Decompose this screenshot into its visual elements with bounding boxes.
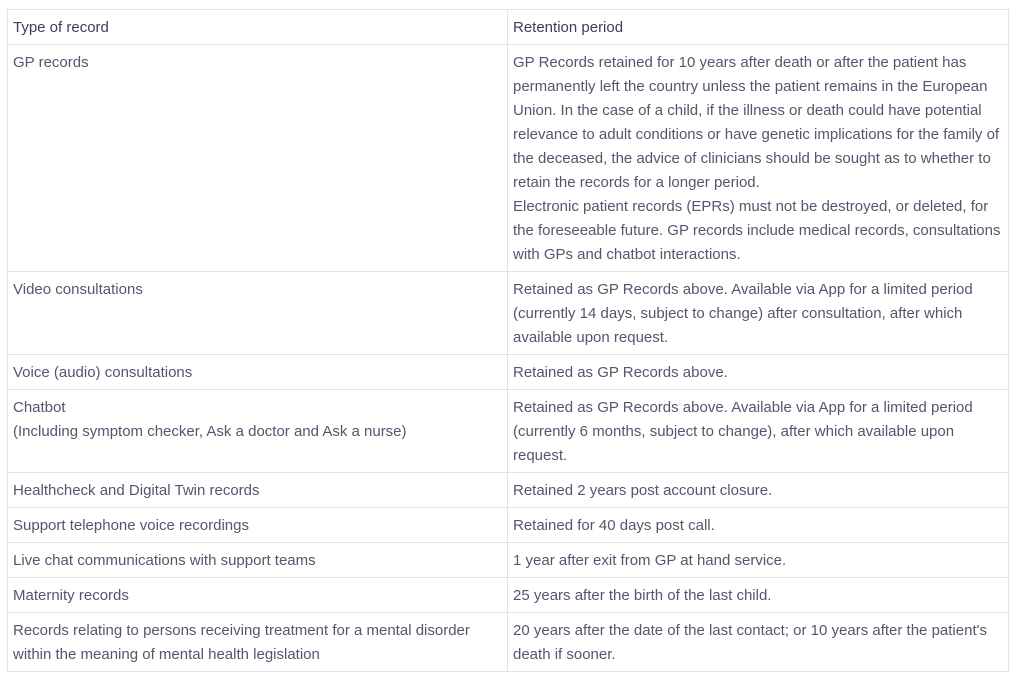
retention-text: Electronic patient records (EPRs) must not be destroyed, or deleted, for the foreseeable future. GP records include medical records, consultations with GPs and chatbot interactions. xyxy=(513,198,1001,263)
record-type-cell xyxy=(8,355,508,390)
table-row xyxy=(8,613,1009,672)
header-row xyxy=(8,10,1009,45)
table-row xyxy=(8,543,1009,578)
record-type-cell xyxy=(8,473,508,508)
table-row xyxy=(8,390,1009,473)
table-row xyxy=(8,355,1009,390)
record-type-text: Healthcheck and Digital Twin records xyxy=(13,482,260,499)
table-header xyxy=(8,10,1009,45)
retention-text: Retained as GP Records above. Available via App for a limited period (currently 14 days, subject to change) after consultation, after which available upon request. xyxy=(513,281,973,346)
table-row xyxy=(8,508,1009,543)
retention-text: Retained as GP Records above. xyxy=(513,364,728,381)
record-type-cell xyxy=(8,578,508,613)
retention-period-cell xyxy=(508,473,1009,508)
table-row xyxy=(8,578,1009,613)
record-type-text: Voice (audio) consultations xyxy=(13,364,193,381)
retention-text: Retained 2 years post account closure. xyxy=(513,482,773,499)
record-type-cell xyxy=(8,543,508,578)
record-type-text: Chatbot xyxy=(13,399,66,416)
retention-text: Retained for 40 days post call. xyxy=(513,517,715,534)
retention-period-cell xyxy=(508,390,1009,473)
retention-text: Retained as GP Records above. Available via App for a limited period (currently 6 months, subject to change), after which available upon request. xyxy=(513,399,973,464)
retention-text: 1 year after exit from GP at hand service. xyxy=(513,552,787,569)
record-type-cell xyxy=(8,508,508,543)
retention-table xyxy=(7,9,1009,672)
retention-text: GP Records retained for 10 years after death or after the patient has permanently left the country unless the patient remains in the European Union. In the case of a child, if the illness or death could have potential relevance to adult conditions or have genetic implications for the family of the deceased, the advice of clinicians should be sought as to whether to retain the records for a longer period. xyxy=(513,54,1000,191)
retention-period-cell xyxy=(508,45,1009,272)
record-type-text: Records relating to persons receiving treatment for a mental disorder within the meaning of mental health legislation xyxy=(13,622,470,663)
table-row xyxy=(8,45,1009,272)
record-type-cell xyxy=(8,272,508,355)
record-type-cell xyxy=(8,613,508,672)
record-type-text: Support telephone voice recordings xyxy=(13,517,249,534)
record-type-cell xyxy=(8,45,508,272)
record-type-subtext: (Including symptom checker, Ask a doctor and Ask a nurse) xyxy=(13,423,407,440)
record-type-cell xyxy=(8,390,508,473)
table-body xyxy=(8,45,1009,672)
table-row xyxy=(8,473,1009,508)
retention-text: 25 years after the birth of the last child. xyxy=(513,587,772,604)
table-row xyxy=(8,272,1009,355)
record-type-text: Live chat communications with support teams xyxy=(13,552,316,569)
retention-period-cell xyxy=(508,272,1009,355)
retention-text: 20 years after the date of the last contact; or 10 years after the patient's death if sooner. xyxy=(513,622,987,663)
retention-period-cell xyxy=(508,613,1009,672)
retention-period-cell xyxy=(508,355,1009,390)
header-type-of-record: Type of record xyxy=(8,10,508,45)
record-type-text: Maternity records xyxy=(13,587,129,604)
retention-period-cell xyxy=(508,578,1009,613)
retention-table-container xyxy=(7,9,1008,672)
retention-period-cell xyxy=(508,543,1009,578)
retention-period-cell xyxy=(508,508,1009,543)
record-type-text: Video consultations xyxy=(13,281,143,298)
record-type-text: GP records xyxy=(13,54,89,71)
header-retention-period: Retention period xyxy=(508,10,1009,45)
